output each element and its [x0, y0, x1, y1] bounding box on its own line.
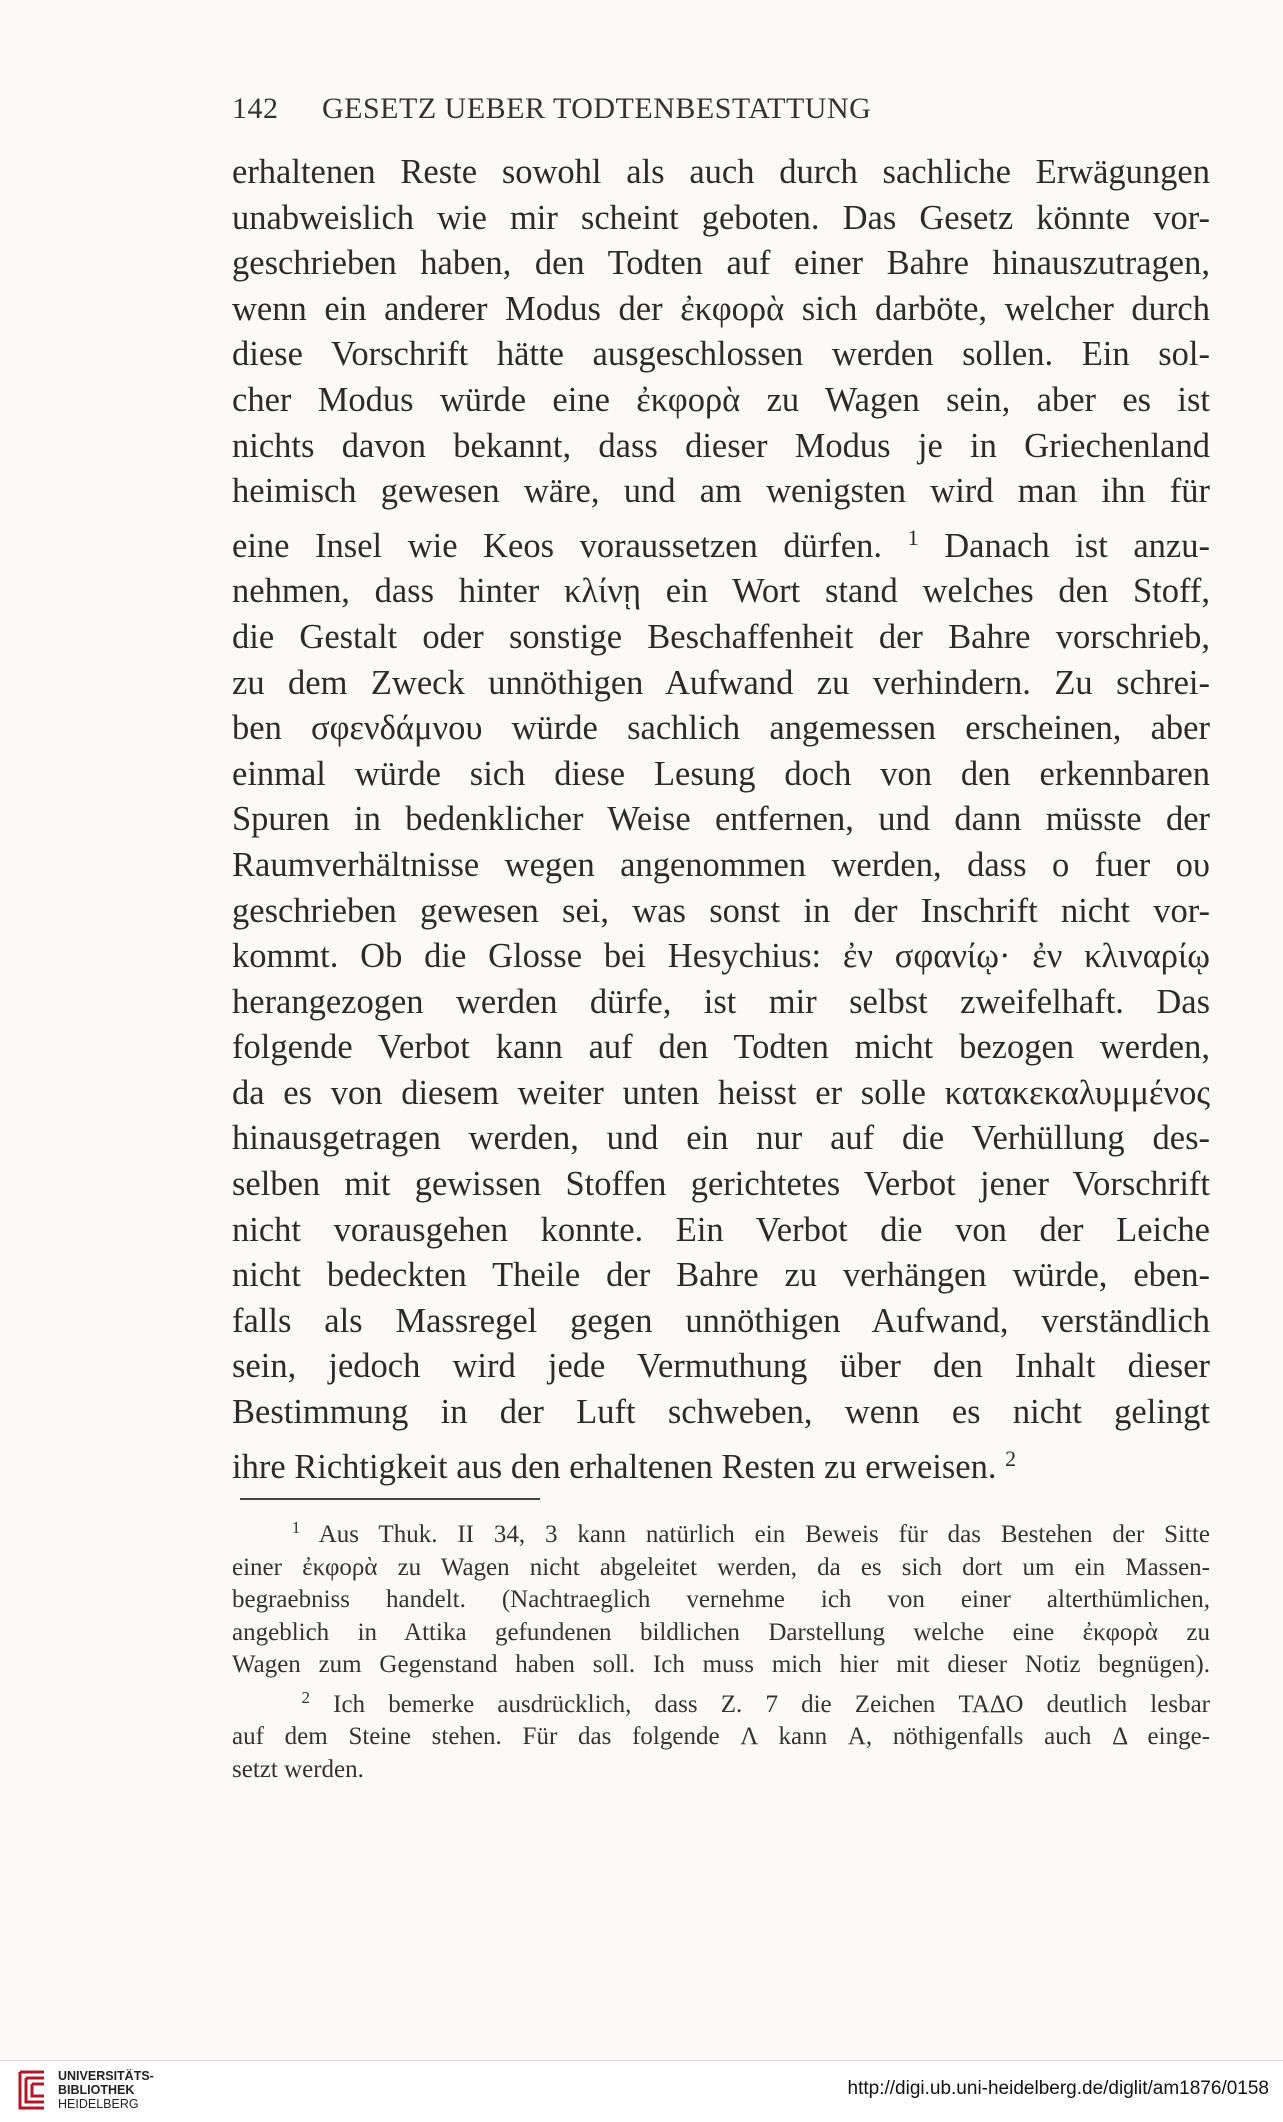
- text-line: Raumverhältnisse wegen angenommen werden, dass ο fuer ου: [232, 845, 1210, 884]
- footnote-line: begraebniss handelt. (Nachtraeglich vernehme ich von einer alterthümlichen,: [232, 1586, 1210, 1613]
- text-line: zu dem Zweck unnöthigen Aufwand zu verhindern. Zu schrei-: [232, 663, 1210, 702]
- text-line: hinausgetragen werden, und ein nur auf die Verhüllung des-: [232, 1119, 1210, 1158]
- library-logo-icon: [14, 2068, 50, 2112]
- text-line: unabweislich wie mir scheint geboten. Das Gesetz könnte vor-: [232, 198, 1210, 237]
- logo-line: BIBLIOTHEK: [58, 2083, 135, 2097]
- text-line: cher Modus würde eine ἐκφορὰ zu Wagen sein, aber es ist: [232, 380, 1210, 419]
- text-line: nichts davon bekannt, dass dieser Modus je in Griechenland: [232, 426, 1210, 465]
- text-line: wenn ein anderer Modus der ἐκφορὰ sich darböte, welcher durch: [232, 289, 1210, 328]
- logo-line: UNIVERSITÄTS-: [58, 2069, 154, 2083]
- text-line: nehmen, dass hinter κλίνῃ ein Wort stand welches den Stoff,: [232, 572, 1210, 611]
- logo-line: HEIDELBERG: [58, 2097, 139, 2111]
- footnote-line: Wagen zum Gegenstand haben soll. Ich muss mich hier mit dieser Notiz begnügen).: [232, 1651, 1210, 1678]
- footnote-line: auf dem Steine stehen. Für das folgende Λ kann Α, nöthigenfalls auch Δ einge-: [232, 1723, 1210, 1750]
- text-line: geschrieben haben, den Todten auf einer Bahre hinauszutragen,: [232, 244, 1210, 283]
- text-fragment: Aus Thuk. II 34, 3 kann natürlich ein Beweis für das Bestehen der Sitte: [318, 1521, 1210, 1548]
- text-line: erhaltenen Reste sowohl als auch durch sachliche Erwägungen: [232, 153, 1210, 191]
- text-line: selben mit gewissen Stoffen gerichtetes Verbot jener Vorschrift: [232, 1165, 1210, 1204]
- library-logo-text: [58, 2069, 154, 2111]
- footnote-line: angeblich in Attika gefundenen bildlichen Darstellung welche eine ἐκφορὰ zu: [232, 1618, 1210, 1646]
- text-line: folgende Verbot kann auf den Todten micht bezogen werden,: [232, 1028, 1210, 1067]
- text-fragment: Ich bemerke ausdrücklich, dass Z. 7 die Zeichen ΤΑΔΟ deutlich lesbar: [333, 1690, 1210, 1718]
- running-title: GESETZ UEBER TODTENBESTATTUNG: [322, 92, 872, 125]
- permalink-url[interactable]: http://digi.ub.uni-heidelberg.de/diglit/am1876/0158: [847, 2078, 1269, 2099]
- text-line: Spuren in bedenklicher Weise entfernen, und dann müsste der: [232, 800, 1210, 839]
- text-line: heimisch gewesen wäre, und am wenigsten wird man ihn für: [232, 472, 1210, 511]
- text-line: Bestimmung in der Luft schweben, wenn es nicht gelingt: [232, 1393, 1210, 1432]
- text-line: nicht vorausgehen konnte. Ein Verbot die von der Leiche: [232, 1210, 1210, 1249]
- footnote-ref-2: 2: [1005, 1445, 1017, 1471]
- running-header: [232, 92, 1210, 126]
- text-fragment: ihre Richtigkeit aus den erhaltenen Resten zu erweisen.: [232, 1447, 997, 1486]
- text-line: [232, 1436, 1210, 1491]
- text-line: einmal würde sich diese Lesung doch von den erkennbaren: [232, 754, 1210, 793]
- text-line: herangezogen werden dürfe, ist mir selbst zweifelhaft. Das: [232, 982, 1210, 1021]
- page-number: 142: [232, 92, 279, 125]
- text-line: sein, jedoch wird jede Vermuthung über den Inhalt dieser: [232, 1347, 1210, 1386]
- main-text: [232, 150, 1210, 1490]
- footnote-divider: [240, 1498, 540, 1500]
- footnotes: [232, 1512, 1210, 1786]
- text-line: ben σφενδάμνου würde sachlich angemessen erscheinen, aber: [232, 709, 1210, 748]
- text-line: kommt. Ob die Glosse bei Hesychius: ἐν σφανίῳ· ἐν κλιναρίῳ: [232, 937, 1210, 976]
- text-line: die Gestalt oder sonstige Beschaffenheit der Bahre vorschrieb,: [232, 617, 1210, 656]
- text-line: nicht bedeckten Theile der Bahre zu verhängen würde, eben-: [232, 1256, 1210, 1295]
- text-line: [232, 515, 1210, 570]
- text-line: falls als Massregel gegen unnöthigen Aufwand, verständlich: [232, 1301, 1210, 1340]
- footnote-line: [232, 1512, 1210, 1552]
- text-line: geschrieben gewesen sei, was sonst in der Inschrift nicht vor-: [232, 891, 1210, 930]
- footnote-ref-1: 1: [907, 524, 919, 550]
- footnote-marker-2: 2: [301, 1687, 310, 1707]
- footnote-line: setzt werden.: [232, 1755, 364, 1783]
- footnote-marker-1: 1: [291, 1518, 301, 1537]
- footnote-line: einer ἐκφορὰ zu Wagen nicht abgeleitet werden, da es sich dort um ein Massen-: [232, 1553, 1210, 1581]
- text-line: diese Vorschrift hätte ausgeschlossen werden sollen. Ein sol-: [232, 335, 1210, 374]
- footnote-line: [232, 1682, 1210, 1722]
- text-line: da es von diesem weiter unten heisst er solle κατακεκαλυμμένος: [232, 1073, 1210, 1112]
- text-fragment: eine Insel wie Keos voraussetzen dürfen.: [232, 526, 883, 565]
- library-logo[interactable]: [14, 2068, 154, 2112]
- text-fragment: Danach ist anzu-: [944, 526, 1210, 565]
